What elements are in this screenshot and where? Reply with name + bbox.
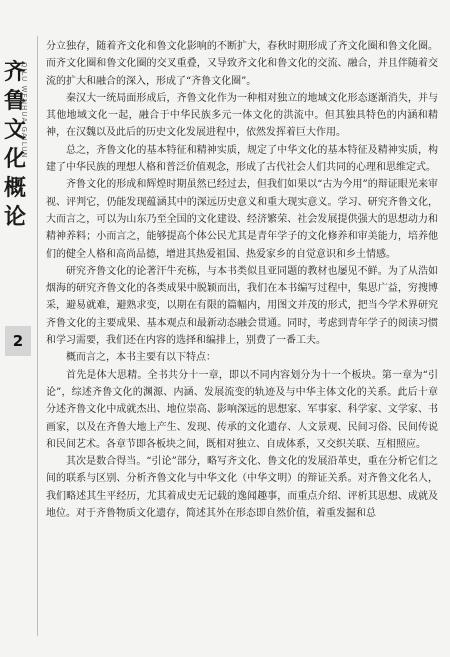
book-title-pinyin: QILU WENHUA GAILUN	[20, 62, 28, 159]
page-number: 2	[5, 326, 31, 356]
book-title-char: 齐	[3, 60, 26, 85]
paragraph: 分立独存，随着齐文化和鲁文化影响的不断扩大，春秋时期形成了齐文化圈和鲁文化圈。而齐文化圈和鲁文化圈的交叉重叠，又导致齐文化和鲁文化的交流、融合，并且伴随着交流的扩大和融合的深入，形成了“齐鲁文化圈”。	[46, 41, 438, 87]
paragraph: 研究齐鲁文化的论著汗牛充栋，与本书类似且亚同题的教材也屡见不鲜。为了从浩如烟海的研究齐鲁文化的各类成果中脱颖而出，我们在本书编写过程中，集思广益，穷搜博采，避易就难，避熟求变，以期在有限的篇幅内，用图文并茂的形式，把当今学术界研究齐鲁文化的主要成果、基本观点和最新动态融会贯通。同时，考虑到青年学子的阅读习惯和学习需要，我们还在内容的选择和编排上，别费了一番工夫。	[46, 265, 438, 347]
paragraph: 齐鲁文化的形成和辉煌时期虽然已经过去，但我们如果以“古为今用”的辩证眼光来审视、评判它，仍能发现蕴涵其中的深远历史意义和重大现实意义。学习、研究齐鲁文化，大而言之，可以为山东乃至全国的文化建设、经济繁荣、社会发展提供强大的思想动力和精神养料；小而言之，能够提高个体公民尤其是青年学子的文化修养和审美能力，培养他们的健全人格和高尚品德，增进其热爱祖国、热爱家乡的自觉意识和乡土情感。	[46, 179, 438, 260]
page-body	[46, 38, 438, 522]
paragraph: 其次是数合得当。“引论”部分，略写齐文化、鲁文化的发展沿革史，重在分析它们之间的联系与区别、分析齐鲁文化与中华文化（中华文明）的辩证关系。对齐鲁文化名人，我们略述其生平经历，尤其着成史无记载的逸闻趣事，而重点介绍、评析其思想、成就及地位。对于齐鲁物质文化遗存，简述其外在形态即自然价值，着重发掘和总	[46, 456, 438, 520]
paragraph: 秦汉大一统局面形成后，齐鲁文化作为一种相对独立的地域文化形态逐渐消失，并与其他地域文化一起，融合于中华民族多元一体文化的洪流中。但其独具特色的内涵和精神，在汉魏以及此后的历史文化发展进程中，依然发挥着巨大作用。	[46, 92, 438, 139]
paragraph: 总之，齐鲁文化的基本特征和精神实质，规定了中华文化的基本特征及精神实质，构建了中华民族的理想人格和普泛价值观念，形成了古代社会人们共同的心理和思维定式。	[46, 144, 438, 174]
book-title-char: 鲁	[3, 89, 26, 114]
paragraph: 首先是体大思精。全书共分十一章，即以不同内容划分为十一个板块。第一章为“引论”，综述齐鲁文化的渊源、内涵、发展流变的轨迹及与中华主体文化的关系。此后十章分述齐鲁文化中成就杰出、地位崇高、影响深远的思想家、军事家、科学家、文学家、书画家，以及在齐鲁大地上产生、发现、传承的文化遗存、人文景观、民间习俗、民间传说和民间艺术。各章节即各板块之间，既相对独立、自成体系，又交织关联、互相照应。	[46, 369, 438, 450]
book-title-char: 论	[3, 205, 26, 230]
book-title-char: 文	[3, 118, 26, 143]
book-title-char: 概	[3, 176, 26, 201]
paragraph: 概而言之，本书主要有以下特点：	[66, 352, 216, 364]
margin-divider	[37, 36, 38, 636]
book-title-char: 化	[3, 147, 26, 172]
